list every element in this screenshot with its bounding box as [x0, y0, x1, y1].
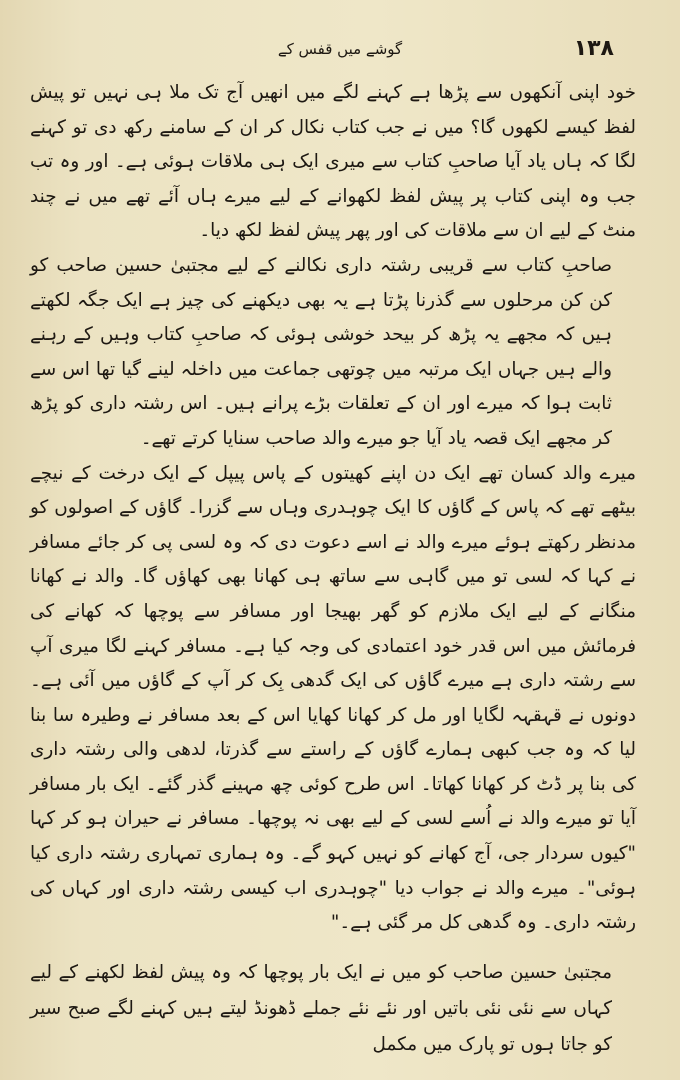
- page-header: [0, 36, 680, 70]
- running-title: گوشے میں قفس کے: [277, 40, 403, 58]
- paragraph-4: مجتبیٰ حسین صاحب کو میں نے ایک بار پوچھا کہ وہ پیش لفظ لکھنے کے لیے کہاں سے نئی نئی باتیں اور نئے نئے جملے ڈھونڈ لیتے ہیں کہنے لگے صبح سیر کو جاتا ہوں تو پارک میں مکمل: [30, 961, 612, 1055]
- page-number: ۱۳۸: [573, 36, 614, 61]
- body-text: [30, 76, 636, 1063]
- paragraph-2: صاحبِ کتاب سے قریبی رشتہ داری نکالنے کے لیے مجتبیٰ حسین صاحب کو کن کن مرحلوں سے گذرنا پڑتا ہے یہ بھی دیکھنے کی چیز ہے ایک جگہ لکھتے ہیں کہ مجھے یہ پڑھ کر بیحد خوشی ہوئی کہ صاحبِ کتاب وہیں کے رہنے والے ہیں جہاں ایک مرتبہ میں چوتھی جماعت میں داخلہ لینے گیا تھا اس سے ثابت ہوا کہ میرے اور ان کے تعلقات بڑے پرانے ہیں۔ اس رشتہ داری کو پڑھ کر مجھے ایک قصہ یاد آیا جو میرے والد صاحب سنایا کرتے تھے۔: [30, 254, 612, 449]
- paragraph-1: خود اپنی آنکھوں سے پڑھا ہے کہنے لگے میں انھیں آج تک ملا ہی نہیں تو پیش لفظ کیسے لکھوں گا؟ میں نے جب کتاب نکال کر ان کے سامنے رکھ دی تو کہنے لگا کہ ہاں یاد آیا صاحبِ کتاب سے میری ایک ہی ملاقات ہوئی ہے۔ اور وہ تب جب وہ اپنی کتاب پر پیش لفظ لکھوانے کے لیے میرے ہاں آئے تھے میں نے چند منٹ کے لیے ان سے ملاقات کی اور پھر پیش لفظ لکھ دیا۔: [30, 82, 636, 242]
- paragraph-3: میرے والد کسان تھے ایک دن اپنے کھیتوں کے پاس پیپل کے ایک درخت کے نیچے بیٹھے تھے کہ پاس کے گاؤں کا ایک چوہدری وہاں سے گزرا۔ گاؤں کے اصولوں کو مدنظر رکھتے ہوئے میرے والد نے اسے دعوت دی کہ وہ لسی پی کر جائے مسافر نے کہا کہ لسی تو میں گاہی سے ساتھ ہی کھانا بھی کھاؤں گا۔ والد نے کھانا منگانے کے لیے ایک ملازم کو گھر بھیجا اور مسافر سے پوچھا کہ کھانے کی فرمائش میں اس قدر خود اعتمادی کی وجہ کیا ہے۔ مسافر کہنے لگا میری آپ سے رشتہ داری ہے میرے گاؤں کی ایک گدھی بِک کر آپ کے گاؤں میں آئی ہے۔ دونوں نے قہقہہ لگایا اور مل کر کھانا کھایا اس کے بعد مسافر نے وطیرہ سا بنا لیا کہ وہ جب کبھی ہمارے گاؤں کے راستے سے گذرتا، لدھی والی رشتہ داری کی بنا پر ڈٹ کر کھانا کھاتا۔ اس طرح کوئی چھ مہینے گذر گئے۔ ایک بار مسافر آیا تو میرے والد نے اُسے لسی کے لیے بھی نہ پوچھا۔ مسافر نے حیران ہو کر کہا "کیوں سردار جی، آج کھانے کو نہیں کہو گے۔ وہ ہماری تمہاری رشتہ داری کیا ہوئی"۔ میرے والد نے جواب دیا "چوہدری اب کیسی رشتہ داری اور کہاں کی رشتہ داری۔ وہ گدھی کل مر گئی ہے۔": [30, 462, 636, 934]
